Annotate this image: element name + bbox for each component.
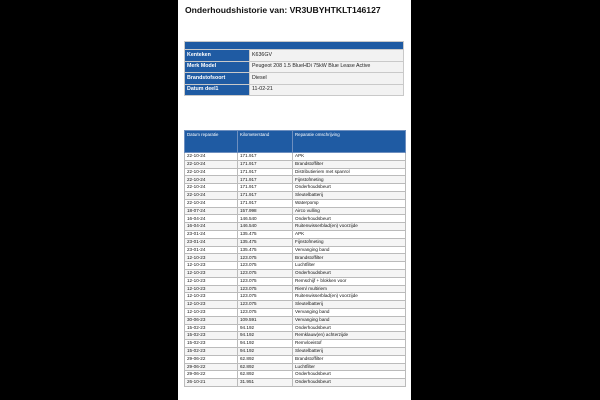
history-row (185, 262, 406, 270)
history-date-cell: 12-10-23 (185, 293, 238, 301)
vehicle-info-value: Peugeot 208 1.5 BlueHDi 75kW Blue Lease Active (250, 61, 404, 73)
history-row (185, 153, 406, 161)
maintenance-history-table (184, 130, 406, 387)
vehicle-info-label: Brandstofsoort (185, 73, 250, 85)
vehicle-info-row (185, 50, 404, 62)
history-row (185, 293, 406, 301)
history-mileage-cell: 123.075 (238, 269, 293, 277)
history-date-cell: 30-06-23 (185, 316, 238, 324)
history-mileage-cell: 171.917 (238, 153, 293, 161)
history-row (185, 301, 406, 309)
vehicle-info-value: 11-02-21 (250, 84, 404, 96)
history-description-cell: Onderhoudsbeurt (293, 379, 406, 387)
history-description-cell: Brandstoffilter (293, 160, 406, 168)
history-description-cell: Sleutelbatterij (293, 301, 406, 309)
history-mileage-cell: 62.892 (238, 371, 293, 379)
history-description-cell: Brandstoffilter (293, 355, 406, 363)
history-date-cell: 12-10-23 (185, 308, 238, 316)
history-description-cell: Remschijf + blokken voor (293, 277, 406, 285)
history-mileage-cell: 123.075 (238, 308, 293, 316)
history-description-cell: Brandstoffilter (293, 254, 406, 262)
history-description-cell: Luchtfilter (293, 262, 406, 270)
history-row (185, 379, 406, 387)
history-mileage-cell: 123.075 (238, 277, 293, 285)
history-description-cell: Onderhoudsbeurt (293, 269, 406, 277)
history-mileage-cell: 171.917 (238, 184, 293, 192)
history-date-cell: 12-10-23 (185, 254, 238, 262)
col-header-description: Reparatie omschrijving (293, 131, 406, 153)
history-row (185, 230, 406, 238)
history-date-cell: 22-10-24 (185, 168, 238, 176)
history-date-cell: 15-02-23 (185, 324, 238, 332)
history-row (185, 207, 406, 215)
history-mileage-cell: 94.192 (238, 347, 293, 355)
history-row (185, 160, 406, 168)
history-mileage-cell: 135.475 (238, 238, 293, 246)
history-description-cell: Ruitenwisserblad(en) voorzijde (293, 223, 406, 231)
history-description-cell: Fijnstofmeting (293, 176, 406, 184)
history-date-cell: 12-10-23 (185, 269, 238, 277)
history-mileage-cell: 171.917 (238, 191, 293, 199)
history-description-cell: APK (293, 153, 406, 161)
history-date-cell: 15-02-23 (185, 332, 238, 340)
history-row (185, 316, 406, 324)
history-row (185, 184, 406, 192)
history-row (185, 215, 406, 223)
history-date-cell: 12-10-23 (185, 301, 238, 309)
history-mileage-cell: 94.192 (238, 332, 293, 340)
history-description-cell: Onderhoudsbeurt (293, 184, 406, 192)
history-description-cell: Fijnstofmeting (293, 238, 406, 246)
vehicle-info-row (185, 73, 404, 85)
history-description-cell: Ruitenwisserblad(en) voorzijde (293, 293, 406, 301)
history-date-cell: 18-07-24 (185, 207, 238, 215)
history-mileage-cell: 135.475 (238, 230, 293, 238)
history-row (185, 347, 406, 355)
history-description-cell: Distributieriem met spanrol (293, 168, 406, 176)
history-row (185, 285, 406, 293)
history-date-cell: 23-01-24 (185, 238, 238, 246)
history-row (185, 246, 406, 254)
history-date-cell: 12-10-23 (185, 285, 238, 293)
history-date-cell: 15-02-23 (185, 340, 238, 348)
history-date-cell: 16-04-24 (185, 223, 238, 231)
history-description-cell: Riem/ multiriem (293, 285, 406, 293)
history-header-row (185, 131, 406, 153)
history-description-cell: Remvloeistof (293, 340, 406, 348)
vehicle-info-row (185, 84, 404, 96)
col-header-date: Datum reparatie (185, 131, 238, 153)
history-description-cell: Onderhoudsbeurt (293, 215, 406, 223)
history-mileage-cell: 146.540 (238, 215, 293, 223)
page-title: Onderhoudshistorie van: VR3UBYHTKLT146127 (185, 5, 381, 15)
history-description-cell: Remklauw(en) achterzijde (293, 332, 406, 340)
vehicle-info-label: Merk Model (185, 61, 250, 73)
history-row (185, 176, 406, 184)
history-date-cell: 12-10-23 (185, 277, 238, 285)
history-date-cell: 22-10-24 (185, 184, 238, 192)
document-page (178, 0, 411, 400)
history-row (185, 324, 406, 332)
history-mileage-cell: 31.951 (238, 379, 293, 387)
history-mileage-cell: 123.075 (238, 285, 293, 293)
history-date-cell: 23-01-24 (185, 246, 238, 254)
history-row (185, 277, 406, 285)
history-date-cell: 15-02-23 (185, 347, 238, 355)
history-description-cell: Sleutelbatterij (293, 191, 406, 199)
history-mileage-cell: 171.917 (238, 199, 293, 207)
history-date-cell: 16-04-24 (185, 215, 238, 223)
history-mileage-cell: 157.998 (238, 207, 293, 215)
history-description-cell: Onderhoudsbeurt (293, 324, 406, 332)
history-row (185, 363, 406, 371)
history-mileage-cell: 123.075 (238, 293, 293, 301)
history-mileage-cell: 171.917 (238, 168, 293, 176)
history-date-cell: 29-06-22 (185, 355, 238, 363)
history-row (185, 355, 406, 363)
history-row (185, 371, 406, 379)
history-mileage-cell: 135.475 (238, 246, 293, 254)
history-date-cell: 26-10-21 (185, 379, 238, 387)
vehicle-info-label: Datum deel1 (185, 84, 250, 96)
history-mileage-cell: 109.591 (238, 316, 293, 324)
history-row (185, 308, 406, 316)
vehicle-info-table (184, 41, 404, 96)
history-date-cell: 12-10-23 (185, 262, 238, 270)
history-description-cell: APK (293, 230, 406, 238)
history-date-cell: 29-06-22 (185, 363, 238, 371)
history-date-cell: 22-10-24 (185, 191, 238, 199)
history-mileage-cell: 62.892 (238, 363, 293, 371)
history-date-cell: 22-10-24 (185, 153, 238, 161)
history-description-cell: Sleutelbatterij (293, 347, 406, 355)
history-mileage-cell: 62.892 (238, 355, 293, 363)
history-row (185, 168, 406, 176)
history-description-cell: Vervanging band (293, 246, 406, 254)
vehicle-info-label: Kenteken (185, 50, 250, 62)
history-row (185, 254, 406, 262)
history-row (185, 332, 406, 340)
history-mileage-cell: 94.192 (238, 324, 293, 332)
history-date-cell: 22-10-24 (185, 199, 238, 207)
history-row (185, 238, 406, 246)
history-date-cell: 22-10-24 (185, 160, 238, 168)
vehicle-info-row (185, 61, 404, 73)
history-mileage-cell: 123.075 (238, 262, 293, 270)
history-row (185, 223, 406, 231)
history-row (185, 191, 406, 199)
history-row (185, 269, 406, 277)
history-description-cell: Vervanging band (293, 316, 406, 324)
history-row (185, 199, 406, 207)
history-description-cell: Waterpomp (293, 199, 406, 207)
history-date-cell: 23-01-24 (185, 230, 238, 238)
history-description-cell: Luchtfilter (293, 363, 406, 371)
history-mileage-cell: 171.917 (238, 160, 293, 168)
vehicle-info-header (185, 42, 404, 50)
history-date-cell: 29-06-22 (185, 371, 238, 379)
history-description-cell: Airco vulling (293, 207, 406, 215)
vehicle-info-value: K636GV (250, 50, 404, 62)
col-header-mileage: Kilometerstand (238, 131, 293, 153)
history-date-cell: 22-10-24 (185, 176, 238, 184)
history-mileage-cell: 123.075 (238, 254, 293, 262)
history-row (185, 340, 406, 348)
history-mileage-cell: 123.075 (238, 301, 293, 309)
history-mileage-cell: 146.540 (238, 223, 293, 231)
history-description-cell: Onderhoudsbeurt (293, 371, 406, 379)
vehicle-info-value: Diesel (250, 73, 404, 85)
history-mileage-cell: 171.917 (238, 176, 293, 184)
history-description-cell: Vervanging band (293, 308, 406, 316)
history-mileage-cell: 94.192 (238, 340, 293, 348)
